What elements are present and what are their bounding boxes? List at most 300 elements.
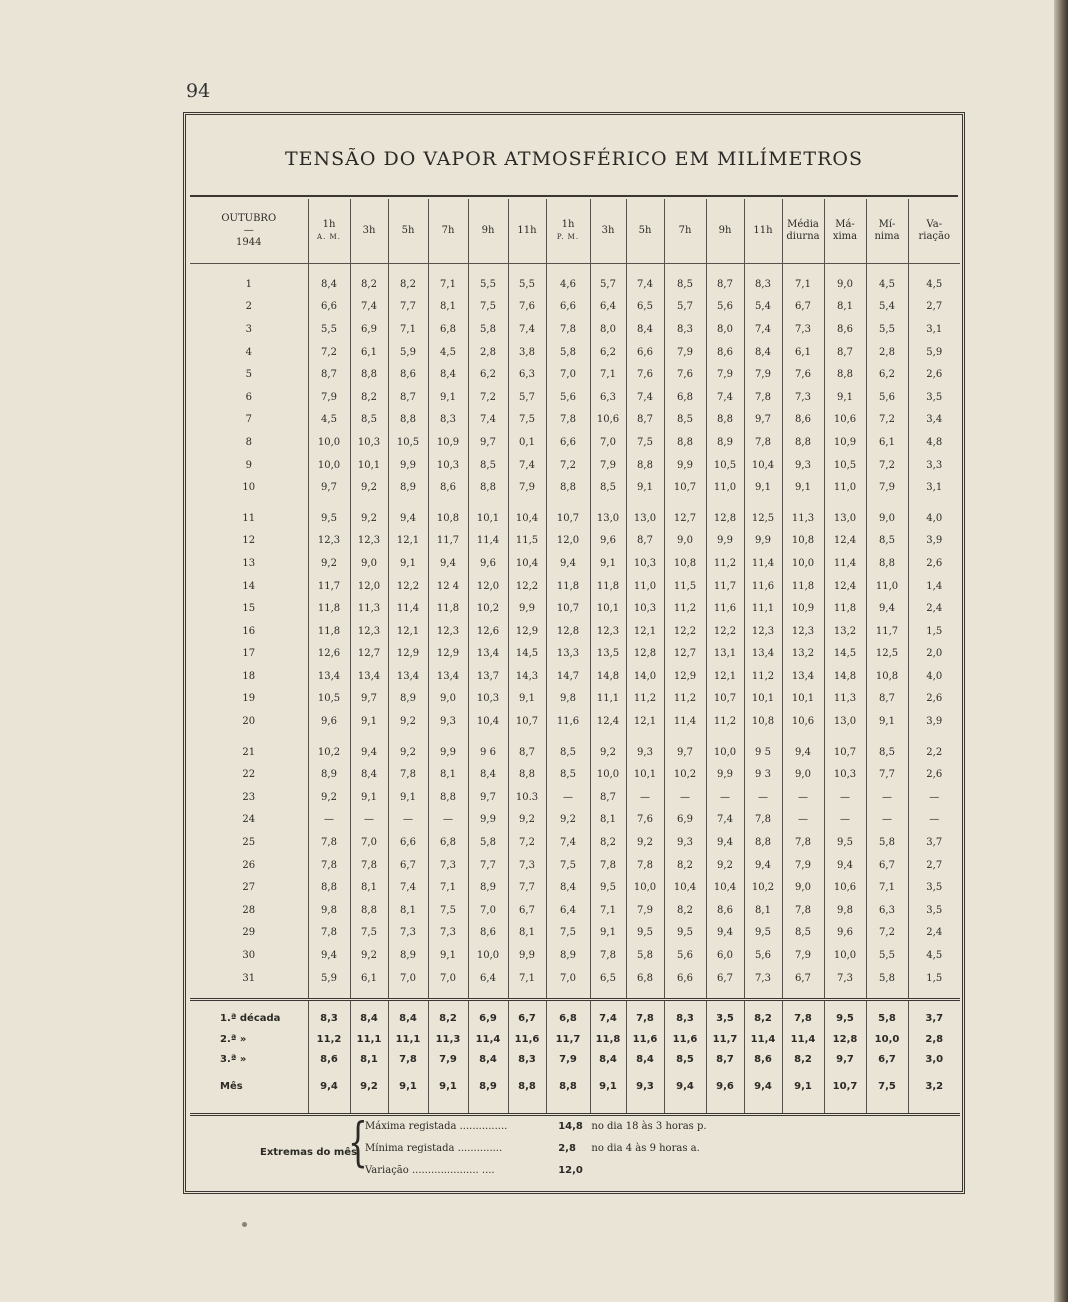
value-cell: 8,8 [626,454,664,477]
summary-value-cell: 9,1 [590,1069,626,1099]
value-cell: 10,0 [626,876,664,899]
value-cell: 5,8 [468,318,508,341]
value-cell: 11,2 [706,552,744,575]
value-cell: 10,6 [590,409,626,432]
day-label: 4 [245,346,252,358]
summary-value-cell: 7,4 [590,1000,626,1030]
value-cell: 9,1 [350,710,388,733]
value-cell: 7,2 [308,341,350,364]
value-cell: 10,5 [706,454,744,477]
value-cell: 7,9 [590,454,626,477]
value-cell: 6,8 [626,967,664,990]
day-label: 7 [245,414,252,426]
value-cell: 12,2 [706,620,744,643]
spacer-cell [350,733,388,741]
page-number: 94 [186,80,211,102]
table-row [190,944,960,967]
value-cell: 7,2 [546,454,590,477]
value-cell: 9,8 [308,899,350,922]
value-cell: 9,2 [626,831,664,854]
value-cell: 9,6 [590,530,626,553]
value-cell: 2,8 [866,341,908,364]
value-cell: 3,7 [908,831,960,854]
value-cell: 10,6 [782,710,824,733]
stat-header-line: Va- [926,219,943,230]
hour-label: 3h [601,225,615,236]
value-cell: 7,5 [428,899,468,922]
value-cell: 8,6 [824,318,866,341]
spacer-cell [308,499,350,507]
value-cell: 8,9 [308,763,350,786]
value-cell: 2,7 [908,296,960,319]
table-body [190,264,960,1115]
value-cell: 3,5 [908,876,960,899]
value-cell: 10,7 [546,507,590,530]
value-cell: 7,7 [508,876,546,899]
spacer-cell [866,264,908,274]
value-cell: 4,8 [908,431,960,454]
value-cell: 13,4 [308,665,350,688]
value-cell: 2,6 [908,763,960,786]
value-cell: 8,1 [428,296,468,319]
value-cell: 3,3 [908,454,960,477]
value-cell: 10,0 [824,944,866,967]
value-cell: 8,2 [350,273,388,296]
value-cell: 6,4 [590,296,626,319]
value-cell: 2,6 [908,363,960,386]
value-cell: 9,9 [706,530,744,553]
value-cell: 10,1 [468,507,508,530]
value-cell: 5,5 [866,318,908,341]
value-cell: 0,1 [508,431,546,454]
value-cell: 10,0 [782,552,824,575]
spacer-cell [908,989,960,1000]
value-cell: 5,7 [508,386,546,409]
value-cell: 12,5 [744,507,782,530]
value-cell: 11,6 [546,710,590,733]
value-cell: 10,9 [824,431,866,454]
value-cell: 9,7 [468,431,508,454]
value-cell: 8,5 [546,741,590,764]
value-cell: 8,8 [824,363,866,386]
value-cell: — [824,809,866,832]
spacer-cell [428,264,468,274]
day-label: 22 [242,769,256,781]
summary-value-cell: 11,1 [388,1029,428,1049]
value-cell: 3,1 [908,476,960,499]
value-cell: 12,7 [664,643,706,666]
value-cell: 4,5 [428,341,468,364]
stat-header-line: diurna [786,231,820,242]
value-cell: 8,0 [590,318,626,341]
value-cell: 4,5 [908,273,960,296]
value-cell: 8,9 [468,876,508,899]
value-cell: 7,7 [866,763,908,786]
stat-header [824,199,866,264]
spacer-cell [428,989,468,1000]
table-row [190,454,960,477]
min-value: 2,8 [558,1143,576,1154]
value-cell: 8,9 [388,476,428,499]
value-cell: 9,0 [664,530,706,553]
summary-value-cell: 10,0 [866,1029,908,1049]
value-cell: 8,2 [590,831,626,854]
spacer-cell [350,989,388,1000]
value-cell: 9,1 [428,944,468,967]
summary-value-cell: 8,4 [388,1000,428,1030]
summary-value-cell: 3,0 [908,1049,960,1069]
year-label: 1944 [236,237,262,248]
value-cell: 9,1 [388,552,428,575]
value-cell: 8,3 [428,409,468,432]
value-cell: 6,6 [626,341,664,364]
value-cell: 8,8 [350,899,388,922]
value-cell: 7,9 [782,854,824,877]
value-cell: 12,3 [428,620,468,643]
value-cell: 7,0 [546,967,590,990]
value-cell: 9,9 [428,741,468,764]
value-cell: 2,2 [908,741,960,764]
value-cell: 10,8 [782,530,824,553]
value-cell: 9,5 [744,922,782,945]
day-label: 10 [242,482,256,494]
value-cell: 7,1 [866,876,908,899]
table-row [190,273,960,296]
value-cell: 9,2 [350,507,388,530]
value-cell: 11,2 [744,665,782,688]
value-cell: 8,1 [350,876,388,899]
hour-label: 9h [481,225,495,236]
spacer-cell [782,733,824,741]
day-label: 30 [242,950,256,962]
table-row [190,809,960,832]
value-cell: 4,0 [908,507,960,530]
value-cell: 9,1 [350,786,388,809]
hour-label: 9h [718,225,732,236]
spacer-cell [590,733,626,741]
value-cell: 11,8 [782,575,824,598]
value-cell: 7,8 [308,831,350,854]
value-cell: 12,5 [866,643,908,666]
value-cell: 9,1 [626,476,664,499]
spacer-cell [664,733,706,741]
day-label: 18 [242,670,256,682]
value-cell: 7,1 [782,273,824,296]
summary-value-cell: 8,8 [508,1069,546,1099]
value-cell: 9,3 [626,741,664,764]
min-text: no dia 4 às 9 horas a. [591,1143,700,1154]
value-cell: 8,8 [308,876,350,899]
value-cell: 8,8 [350,363,388,386]
value-cell: 13,2 [824,620,866,643]
value-cell: 13,0 [590,507,626,530]
value-cell: 13,2 [782,643,824,666]
spacer-row [190,733,960,741]
value-cell: 11,8 [590,575,626,598]
value-cell: 10,3 [350,431,388,454]
value-cell: 8,5 [866,741,908,764]
curly-brace: { [348,1113,368,1173]
summary-value-cell: 9,4 [308,1069,350,1099]
summary-label: 2.ª » [220,1033,247,1045]
value-cell: 9,4 [782,741,824,764]
value-cell: 7,8 [782,899,824,922]
value-cell: 11,3 [782,507,824,530]
value-cell: 3,9 [908,710,960,733]
value-cell: 12,1 [626,620,664,643]
value-cell: 3,5 [908,899,960,922]
value-cell: 12,8 [706,507,744,530]
value-cell: 10,1 [626,763,664,786]
summary-value-cell: 3,2 [908,1069,960,1099]
value-cell: — [350,809,388,832]
value-cell: 9,2 [308,552,350,575]
value-cell: 8,5 [590,476,626,499]
value-cell: 10,9 [782,597,824,620]
value-cell: 10,4 [508,552,546,575]
summary-value-cell: 11,4 [744,1029,782,1049]
value-cell: 9,1 [590,552,626,575]
hour-header [468,199,508,264]
value-cell: 8,2 [664,854,706,877]
value-cell: 9,3 [664,831,706,854]
value-cell: 7,6 [626,363,664,386]
value-cell: 9,5 [590,876,626,899]
table-row [190,431,960,454]
day-label: 25 [242,837,256,849]
value-cell: 10,7 [508,710,546,733]
value-cell: 14,5 [508,643,546,666]
table-row [190,831,960,854]
value-cell: 7,2 [866,922,908,945]
summary-label: Mês [220,1080,243,1092]
table-row [190,967,960,990]
summary-value-cell: 9,1 [428,1069,468,1099]
hour-label: 3h [362,225,376,236]
summary-value-cell: 8,8 [546,1069,590,1099]
value-cell: 9 5 [744,741,782,764]
value-cell: 8,8 [664,431,706,454]
table-row [190,665,960,688]
value-cell: 8,4 [428,363,468,386]
summary-value-cell: 9,5 [824,1000,866,1030]
hour-header [350,199,388,264]
summary-value-cell: 8,4 [626,1049,664,1069]
value-cell: 7,8 [388,763,428,786]
value-cell: 2,4 [908,597,960,620]
value-cell: 12,4 [824,575,866,598]
value-cell: 12,1 [388,620,428,643]
value-cell: 7,9 [664,341,706,364]
value-cell: 6,1 [782,341,824,364]
value-cell: 12,3 [308,530,350,553]
value-cell: 1,4 [908,575,960,598]
value-cell: 8,3 [664,318,706,341]
value-cell: 10,1 [744,688,782,711]
value-cell: 12,1 [388,530,428,553]
value-cell: 11,6 [744,575,782,598]
variation-label: Variação ..................... .... [365,1165,495,1176]
table-frame [183,112,965,1194]
value-cell: 9,1 [824,386,866,409]
value-cell: 7,1 [428,273,468,296]
value-cell: 6,6 [546,431,590,454]
day-label: 21 [242,746,256,758]
day-label: 6 [245,391,252,403]
value-cell: — [546,786,590,809]
hour-label: 7h [441,225,455,236]
value-cell: 4,0 [908,665,960,688]
hour-label: 1h [322,219,336,230]
value-cell: 9,7 [350,688,388,711]
value-cell: 6,4 [468,967,508,990]
value-cell: 12 4 [428,575,468,598]
spacer-cell [350,499,388,507]
value-cell: 6,8 [428,831,468,854]
table-row [190,296,960,319]
value-cell: 9,1 [428,386,468,409]
value-cell: 7,5 [468,296,508,319]
value-cell: 9,2 [388,741,428,764]
spacer-cell [626,499,664,507]
value-cell: 12,4 [590,710,626,733]
value-cell: 9,3 [428,710,468,733]
value-cell: 10.3 [508,786,546,809]
value-cell: 10,4 [706,876,744,899]
day-label: 17 [242,648,256,660]
table-row [190,409,960,432]
value-cell: 10,3 [626,597,664,620]
value-cell: 8,0 [706,318,744,341]
summary-value-cell: 11,7 [706,1029,744,1049]
value-cell: 9,1 [590,922,626,945]
value-cell: 10,3 [428,454,468,477]
value-cell: 6,6 [546,296,590,319]
value-cell: 12,0 [350,575,388,598]
value-cell: 12,7 [664,507,706,530]
value-cell: 6,6 [664,967,706,990]
value-cell: 8,5 [664,273,706,296]
summary-value-cell: 11,3 [428,1029,468,1049]
value-cell: 8,5 [546,763,590,786]
value-cell: 5,6 [546,386,590,409]
summary-value-cell: 9,3 [626,1069,664,1099]
extremes-title: Extremas do mês [260,1147,358,1158]
decade-summary-row [190,1000,960,1030]
value-cell: 11,1 [744,597,782,620]
value-cell: 8,9 [388,688,428,711]
value-cell: 7,8 [590,854,626,877]
summary-value-cell: 11,4 [782,1029,824,1049]
value-cell: 6,4 [546,899,590,922]
value-cell: 5,8 [468,831,508,854]
spacer-cell [824,733,866,741]
value-cell: 12,3 [350,530,388,553]
value-cell: 9,5 [824,831,866,854]
summary-value-cell: 11,6 [508,1029,546,1049]
value-cell: 8,4 [626,318,664,341]
value-cell: 8,9 [546,944,590,967]
day-label: 3 [245,323,252,335]
summary-value-cell: 3,5 [706,1000,744,1030]
value-cell: 7,9 [626,899,664,922]
value-cell: 7,0 [350,831,388,854]
value-cell: 8,8 [428,786,468,809]
value-cell: 9,2 [388,710,428,733]
value-cell: 3,9 [908,530,960,553]
value-cell: 8,8 [744,831,782,854]
spacer-cell [546,264,590,274]
vapor-pressure-table [190,199,960,1116]
value-cell: 9,7 [468,786,508,809]
hour-header [508,199,546,264]
spacer-cell [866,499,908,507]
value-cell: 11,2 [626,688,664,711]
value-cell: — [664,786,706,809]
value-cell: 5,6 [866,386,908,409]
value-cell: 12,9 [388,643,428,666]
value-cell: 9,0 [824,273,866,296]
value-cell: — [388,809,428,832]
spacer-cell [664,499,706,507]
spacer-cell [744,499,782,507]
value-cell: 5,9 [308,967,350,990]
page-smudge [242,1222,247,1227]
value-cell: 9,4 [866,597,908,620]
spacer-cell [664,264,706,274]
value-cell: 9,8 [546,688,590,711]
stat-header-line: xima [832,231,858,242]
value-cell: 10,0 [468,944,508,967]
value-cell: 14,3 [508,665,546,688]
stat-header-line: Má- [835,219,855,230]
value-cell: 6,9 [664,809,706,832]
value-cell: 9,5 [664,922,706,945]
value-cell: 8,1 [508,922,546,945]
table-row [190,476,960,499]
value-cell: 7,7 [388,296,428,319]
value-cell: 8,2 [350,386,388,409]
value-cell: 7,5 [350,922,388,945]
table-row [190,710,960,733]
summary-value-cell: 8,9 [468,1069,508,1099]
value-cell: 9,5 [308,507,350,530]
spacer-cell [782,989,824,1000]
value-cell: 6,7 [782,967,824,990]
value-cell: 3,5 [908,386,960,409]
value-cell: 14,8 [824,665,866,688]
value-cell: 6,8 [664,386,706,409]
value-cell: 8,4 [308,273,350,296]
value-cell: 10,7 [824,741,866,764]
value-cell: 10,3 [468,688,508,711]
spacer-row [190,264,960,274]
value-cell: 10,0 [706,741,744,764]
spacer-cell [590,989,626,1000]
value-cell: 8,8 [468,476,508,499]
summary-value-cell: 8,4 [590,1049,626,1069]
month-dash: — [243,225,254,236]
value-cell: 6,8 [428,318,468,341]
value-cell: 9,4 [824,854,866,877]
value-cell: 9,2 [308,786,350,809]
value-cell: 7,8 [744,386,782,409]
value-cell: 11,4 [824,552,866,575]
value-cell: 7,5 [546,854,590,877]
spacer-cell [428,733,468,741]
hour-header [546,199,590,264]
value-cell: 9,2 [590,741,626,764]
